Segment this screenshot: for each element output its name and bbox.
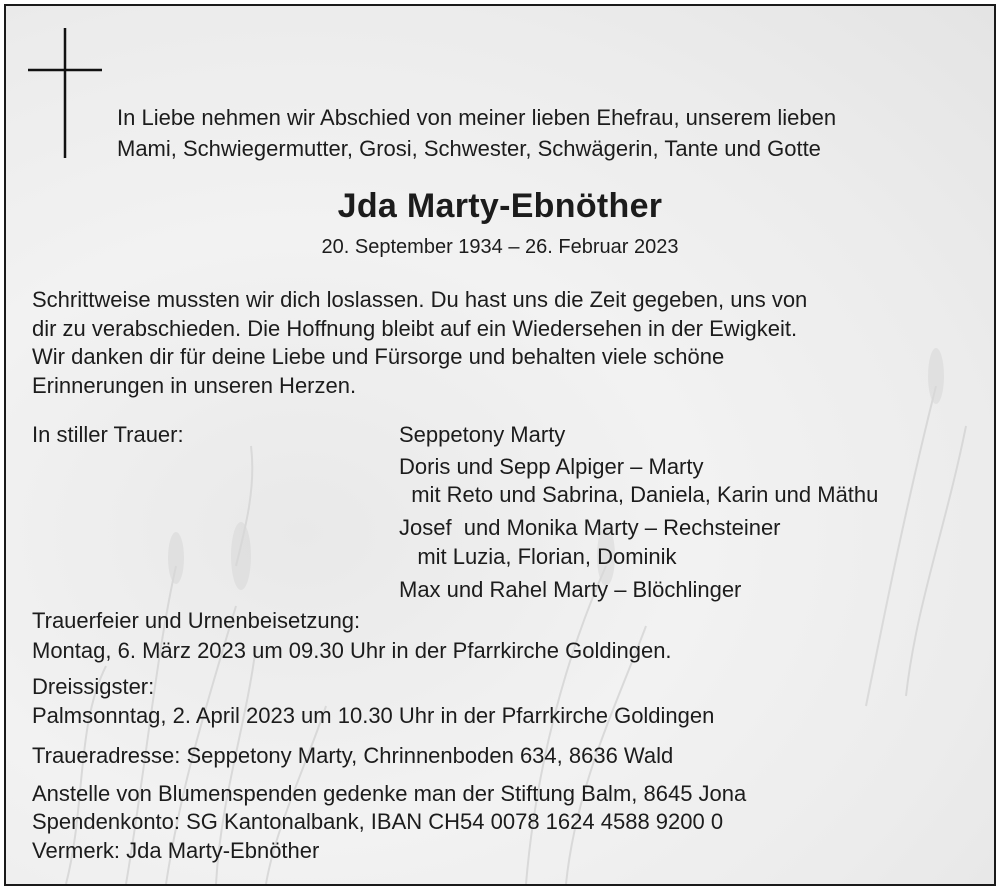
paragraph-line: Schrittweise mussten wir dich loslassen. Du hast uns die Zeit gegeben, uns von [32, 287, 808, 312]
mourner-entry: mit Luzia, Florian, Dominik [399, 544, 677, 569]
mourner-entry: Doris und Sepp Alpiger – Marty [399, 454, 704, 479]
donation-line: Anstelle von Blumenspenden gedenke man der Stiftung Balm, 8645 Jona [32, 781, 747, 806]
paragraph-line: dir zu verabschieden. Die Hoffnung bleibt auf ein Wiedersehen in der Ewigkeit. [32, 315, 798, 341]
thirtieth-text: Palmsonntag, 2. April 2023 um 10.30 Uhr in der Pfarrkirche Goldingen [32, 703, 715, 728]
ceremony-label: Trauerfeier und Urnenbeisetzung: [32, 608, 361, 633]
mourners-label: In stiller Trauer: [32, 422, 184, 447]
paragraph-line: Wir danken dir für deine Liebe und Fürsorge und behalten viele schöne [32, 344, 725, 369]
paragraph-line: Erinnerungen in unseren Herzen. [32, 372, 357, 398]
donation-line: Spendenkonto: SG Kantonalbank, IBAN CH54 0078 1624 4588 9200 0 [32, 809, 724, 834]
obituary-card [4, 4, 996, 886]
mourner-entry: Max und Rahel Marty – Blöchlinger [399, 577, 742, 602]
deceased-name: Jda Marty-Ebnöther [337, 187, 663, 225]
mourning-address: Traueradresse: Seppetony Marty, Chrinnenboden 634, 8636 Wald [32, 743, 674, 768]
donation-line: Vermerk: Jda Marty-Ebnöther [32, 838, 320, 863]
intro-text [117, 102, 836, 164]
thirtieth-label: Dreissigster: [32, 674, 155, 699]
life-dates: 20. September 1934 – 26. Februar 2023 [321, 236, 679, 258]
mourner-entry: Josef und Monika Marty – Rechsteiner [399, 515, 781, 540]
farewell-paragraph [32, 286, 807, 400]
mourner-entry: mit Reto und Sabrina, Daniela, Karin und Mäthu [399, 482, 879, 507]
mourner-entry: Seppetony Marty [399, 422, 566, 447]
intro-line: Mami, Schwiegermutter, Grosi, Schwester, Schwägerin, Tante und Gotte [117, 136, 821, 161]
ceremony-text: Montag, 6. März 2023 um 09.30 Uhr in der Pfarrkirche Goldingen. [32, 638, 672, 663]
intro-line: In Liebe nehmen wir Abschied von meiner lieben Ehefrau, unserem lieben [117, 105, 837, 130]
cross-icon [28, 28, 102, 158]
